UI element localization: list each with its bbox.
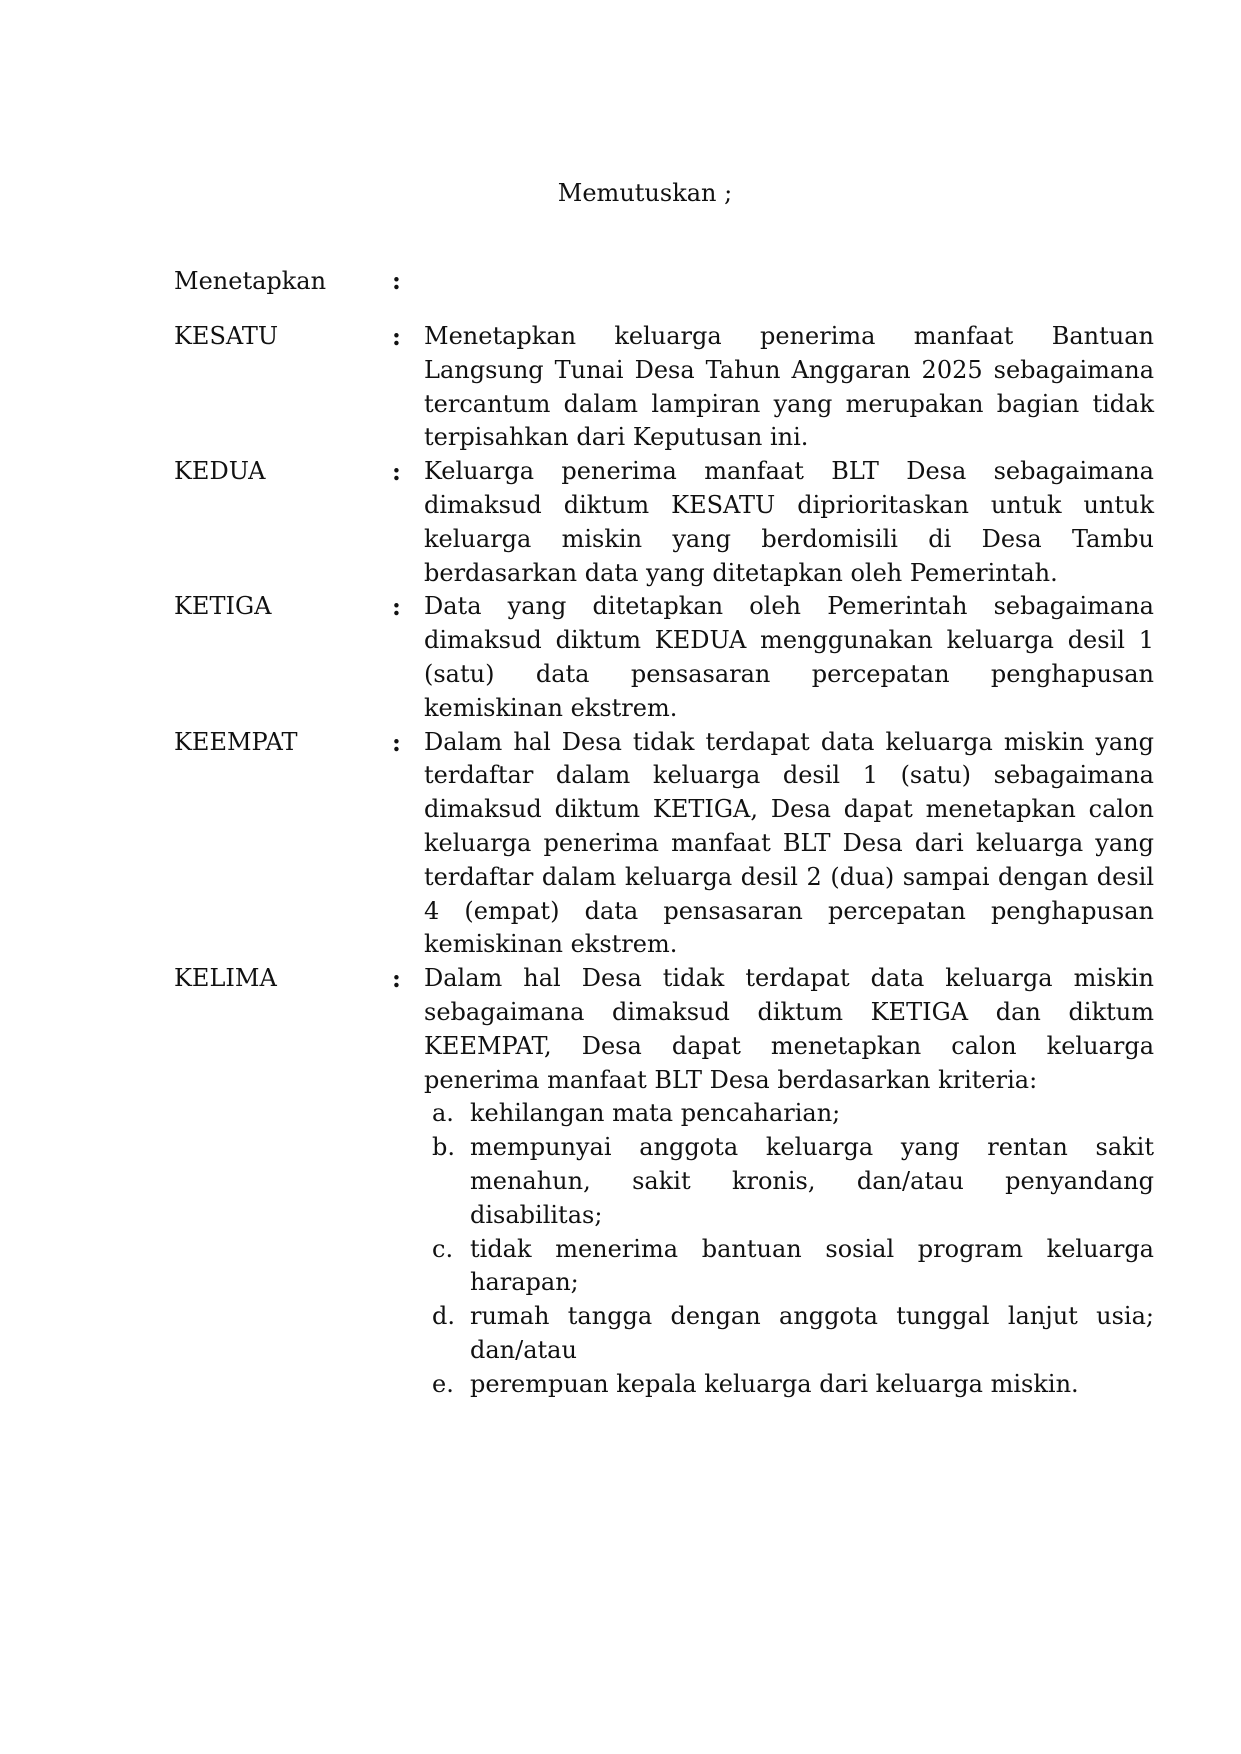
diktum-kelima: [174, 962, 1154, 1401]
criteria-item: [424, 1131, 1154, 1232]
criteria-letter: e.: [432, 1369, 454, 1398]
criteria-list: [424, 1097, 1154, 1401]
diktum-text: Data yang ditetapkan oleh Pemerintah sebagaimana dimaksud diktum KEDUA menggunakan keluarga desil 1 (satu) data pensasaran percepatan penghapusan kemiskinan ekstrem.: [424, 592, 1154, 722]
criteria-item: [424, 1368, 1154, 1402]
diktum-text: Dalam hal Desa tidak terdapat data keluarga miskin sebagaimana dimaksud diktum KETIGA dan diktum KEEMPAT, Desa dapat menetapkan calon keluarga penerima manfaat BLT Desa berdasarkan kriteria:: [424, 964, 1154, 1094]
page-title: Memutuskan ;: [557, 179, 733, 207]
criteria-letter: a.: [432, 1099, 454, 1128]
diktum-kedua: [174, 455, 1154, 590]
diktum-colon: :: [392, 727, 401, 757]
diktum-text: Dalam hal Desa tidak terdapat data keluarga miskin yang terdaftar dalam keluarga desil 1 (satu) sebagaimana dimaksud diktum KETIGA, Desa dapat menetapkan calon keluarga penerima manfaat BLT Desa dari keluarga yang terdaftar dalam keluarga desil 2 (dua) sampai dengan desil 4 (empat) data pensasaran percepatan penghapusan kemiskinan ekstrem.: [424, 727, 1154, 959]
diktum-colon: :: [392, 964, 401, 994]
diktum-label: KETIGA: [174, 592, 272, 621]
diktum-label: KEDUA: [174, 457, 266, 486]
diktum-ketiga: [174, 590, 1154, 725]
criteria-item: [424, 1300, 1154, 1368]
diktum-colon: :: [392, 592, 401, 622]
criteria-text: tidak menerima bantuan sosial program keluarga harapan;: [470, 1234, 1154, 1297]
menetapkan-label: Menetapkan: [174, 267, 327, 295]
diktum-colon: :: [392, 322, 401, 351]
criteria-text: rumah tangga dengan anggota tunggal lanjut usia; dan/atau: [470, 1302, 1154, 1364]
criteria-letter: c.: [432, 1234, 454, 1263]
diktum-keempat: [174, 726, 1154, 963]
decision-body: [174, 320, 1154, 1402]
diktum-kesatu: [174, 320, 1154, 455]
criteria-item: [424, 1097, 1154, 1131]
diktum-colon: :: [392, 457, 401, 487]
criteria-item: [424, 1233, 1154, 1301]
diktum-label: KEEMPAT: [174, 727, 298, 756]
menetapkan-colon: :: [392, 266, 401, 295]
diktum-label: KELIMA: [174, 964, 277, 993]
diktum-text: Menetapkan keluarga penerima manfaat Bantuan Langsung Tunai Desa Tahun Anggaran 2025 sebagaimana tercantum dalam lampiran yang merupakan bagian tidak terpisahkan dari Keputusan ini.: [424, 322, 1154, 452]
diktum-label: KESATU: [174, 322, 279, 350]
criteria-letter: b.: [432, 1133, 455, 1162]
criteria-text: mempunyai anggota keluarga yang rentan sakit menahun, sakit kronis, dan/atau penyandang disabilitas;: [470, 1133, 1154, 1229]
criteria-text: kehilangan mata pencaharian;: [470, 1099, 841, 1128]
criteria-text: perempuan kepala keluarga dari keluarga miskin.: [470, 1369, 1079, 1398]
diktum-text: Keluarga penerima manfaat BLT Desa sebagaimana dimaksud diktum KESATU diprioritaskan untuk untuk keluarga miskin yang berdomisili di Desa Tambu berdasarkan data yang ditetapkan oleh Pemerintah.: [424, 457, 1154, 587]
criteria-letter: d.: [432, 1302, 455, 1331]
